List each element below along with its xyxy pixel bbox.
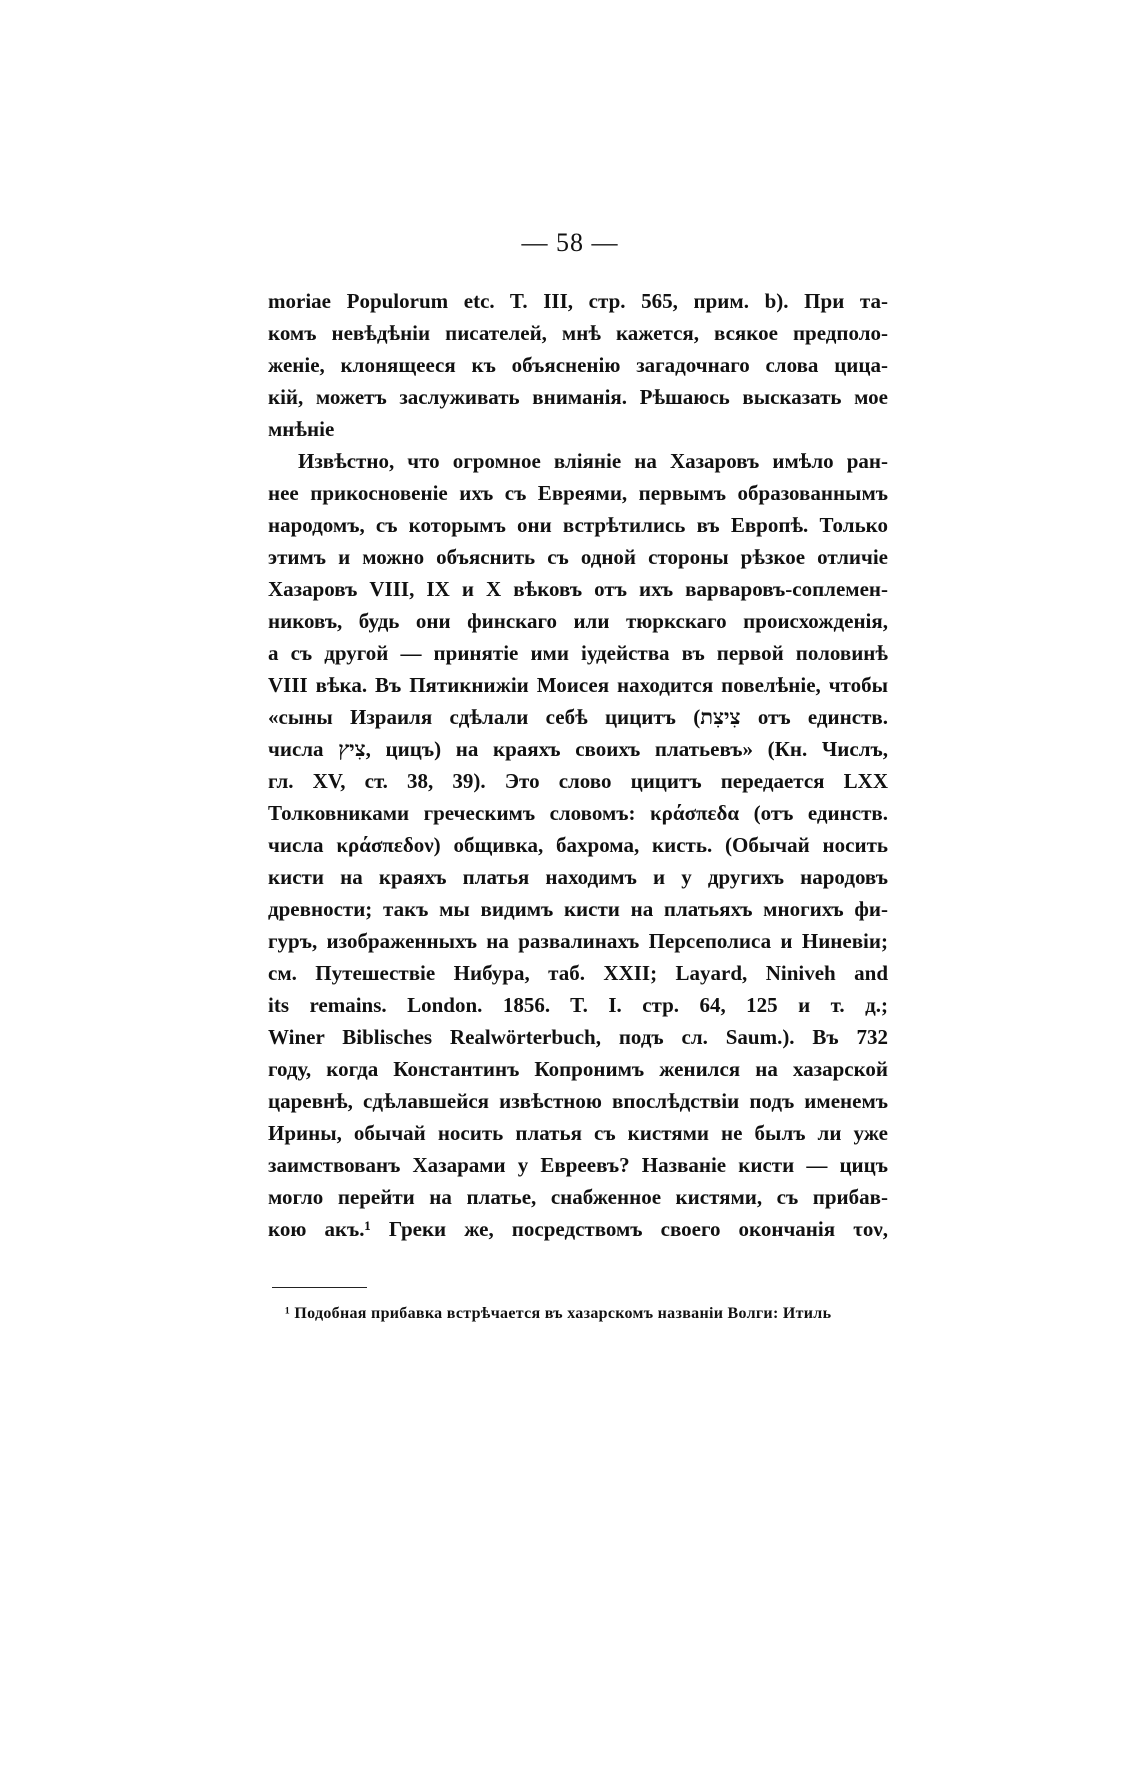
- text-line: гуръ, изображенныхъ на развалинахъ Персеполиса и Ниневіи;: [268, 929, 888, 953]
- text-line: Ирины, обычай носить платья съ кистями не былъ ли уже: [268, 1121, 888, 1145]
- text-line: а съ другой — принятіе ими іудейства въ первой половинѣ: [268, 641, 888, 665]
- text-line: Извѣстно, что огромное вліяніе на Хазаровъ имѣло ран-: [298, 449, 888, 473]
- main-text: [268, 285, 888, 1245]
- text-line: комъ невѣдѣніи писателей, мнѣ кажется, всякое предполо-: [268, 321, 888, 345]
- text-line: могло перейти на платье, снабженное кистями, съ прибав-: [268, 1185, 888, 1209]
- footnote: ¹ Подобная прибавка встрѣчается въ хазарскомъ названіи Волги: Итиль: [285, 1305, 832, 1322]
- text-line: числа צִיץ, цицъ) на краяхъ своихъ платьевъ» (Кн. Числъ,: [268, 737, 888, 761]
- text-line: its remains. London. 1856. T. I. стр. 64, 125 и т. д.;: [268, 993, 888, 1017]
- text-line: «сыны Израиля сдѣлали себѣ цицитъ (צִיצִת отъ единств.: [268, 705, 888, 729]
- text-line: см. Путешествіе Нибура, таб. XXII; Layard, Niniveh and: [268, 961, 888, 985]
- text-line: никовъ, будь они финскаго или тюркскаго происхожденія,: [268, 609, 888, 633]
- text-line: кою акъ.¹ Греки же, посредствомъ своего окончанія τον,: [268, 1217, 888, 1241]
- text-line: царевнѣ, сдѣлавшейся извѣстною впослѣдствіи подъ именемъ: [268, 1089, 888, 1113]
- text-line: народомъ, съ которымъ они встрѣтились въ Европѣ. Только: [268, 513, 888, 537]
- text-line: гл. XV, ст. 38, 39). Это слово цицитъ передается LXX: [268, 769, 888, 793]
- footnote-divider: [272, 1287, 367, 1288]
- text-line: числа κράσπεδον) общивка, бахрома, кисть. (Обычай носить: [268, 833, 888, 857]
- text-line: moriae Populorum etc. T. III, стр. 565, прим. b). При та-: [268, 289, 888, 313]
- text-line: VIII вѣка. Въ Пятикнижіи Моисея находится повелѣніе, чтобы: [268, 673, 888, 697]
- text-line: Хазаровъ VIII, IX и X вѣковъ отъ ихъ варваровъ-соплемен-: [268, 577, 888, 601]
- text-line: году, когда Константинъ Копронимъ женился на хазарской: [268, 1057, 888, 1081]
- text-line: древности; такъ мы видимъ кисти на платьяхъ многихъ фи-: [268, 897, 888, 921]
- text-line: кій, можетъ заслуживать вниманія. Рѣшаюсь высказать мое: [268, 385, 888, 409]
- text-line: женіе, клонящееся къ объясненію загадочнаго слова цица-: [268, 353, 888, 377]
- text-line: Толковниками греческимъ словомъ: κράσπεδα (отъ единств.: [268, 801, 888, 825]
- text-line: этимъ и можно объяснить съ одной стороны рѣзкое отличіе: [268, 545, 888, 569]
- text-line: Winer Biblisches Realwörterbuch, подъ сл. Saum.). Въ 732: [268, 1025, 888, 1049]
- text-line: заимствованъ Хазарами у Евреевъ? Названіе кисти — цицъ: [268, 1153, 888, 1177]
- page-number: — 58 —: [521, 228, 619, 257]
- text-line: кисти на краяхъ платья находимъ и у другихъ народовъ: [268, 865, 888, 889]
- text-line: мнѣніе: [268, 417, 335, 441]
- text-line: нее прикосновеніе ихъ съ Евреями, первымъ образованнымъ: [268, 481, 888, 505]
